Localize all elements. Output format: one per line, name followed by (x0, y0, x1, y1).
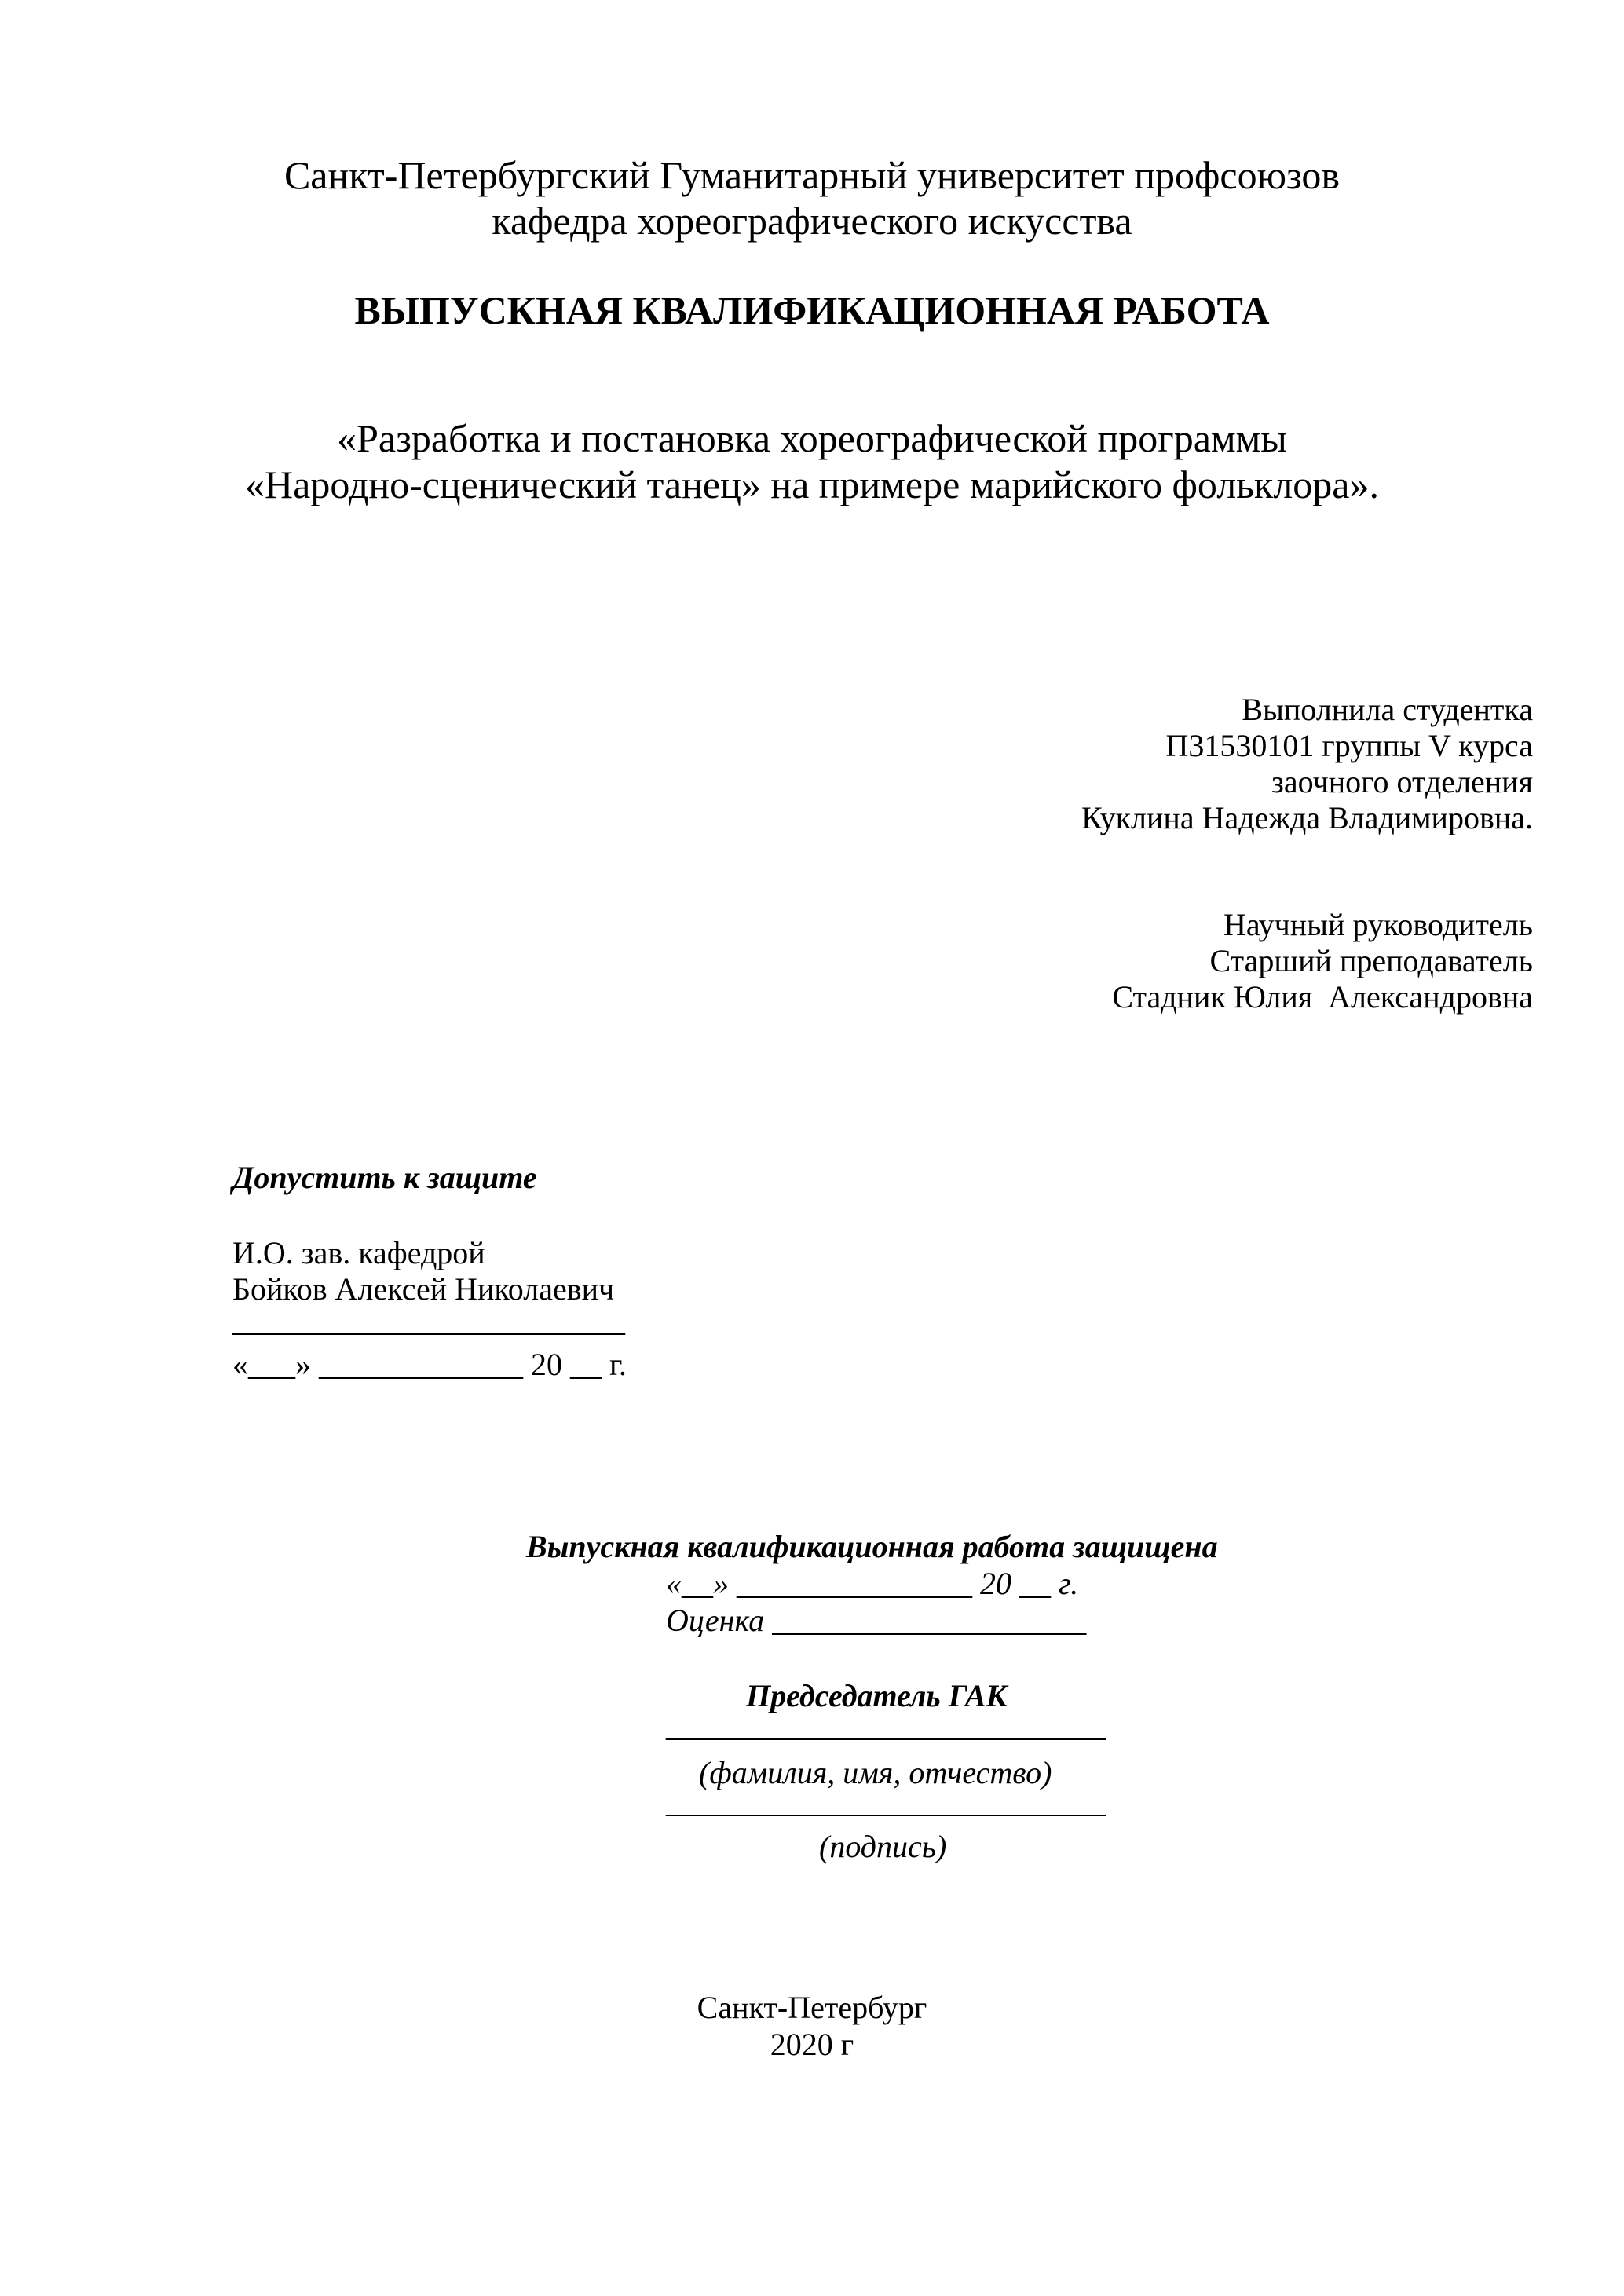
department-name: кафедра хореографического искусства (492, 199, 1132, 243)
defense-date-line: «__» _______________ 20 __ г. (666, 1566, 1079, 1601)
chair-signature-line: ____________________________ (666, 1784, 1106, 1819)
chair-signature-caption: (подпись) (819, 1829, 947, 1864)
admission-name: Бойков Алексей Николаевич (232, 1271, 615, 1307)
defense-title: Выпускная квалификационная работа защищена (526, 1529, 1218, 1564)
chair-name-line: ____________________________ (666, 1708, 1106, 1743)
author-name: Куклина Надежда Владимировна. (1081, 800, 1533, 835)
document-type: ВЫПУСКНАЯ КВАЛИФИКАЦИОННАЯ РАБОТА (354, 288, 1270, 332)
supervisor-line-2: Старший преподаватель (1209, 943, 1533, 978)
topic-line-2: «Народно-сценический танец» на примере марийского фольклора». (245, 462, 1379, 506)
supervisor-name: Стадник Юлия Александровна (1112, 979, 1533, 1015)
chair-name-caption: (фамилия, имя, отчество) (699, 1755, 1052, 1790)
admission-title: Допустить к защите (232, 1160, 537, 1195)
footer-year: 2020 г (770, 2027, 854, 2062)
author-line-2: П31530101 группы V курса (1165, 728, 1533, 763)
defense-grade-line: Оценка ____________________ (666, 1603, 1087, 1638)
author-line-1: Выполнила студентка (1242, 692, 1533, 727)
admission-role: И.О. зав. кафедрой (232, 1235, 485, 1270)
gak-chair-title: Председатель ГАК (746, 1678, 1008, 1713)
footer-city: Санкт-Петербург (697, 1990, 927, 2025)
admission-signature-line: _________________________ (232, 1303, 625, 1338)
university-name: Санкт-Петербургский Гуманитарный университет профсоюзов (283, 153, 1341, 197)
topic-line-1: «Разработка и постановка хореографической программы (337, 416, 1287, 460)
supervisor-line-1: Научный руководитель (1223, 907, 1533, 942)
author-line-3: заочного отделения (1271, 764, 1533, 799)
admission-date-line: «___» _____________ 20 __ г. (232, 1347, 627, 1382)
